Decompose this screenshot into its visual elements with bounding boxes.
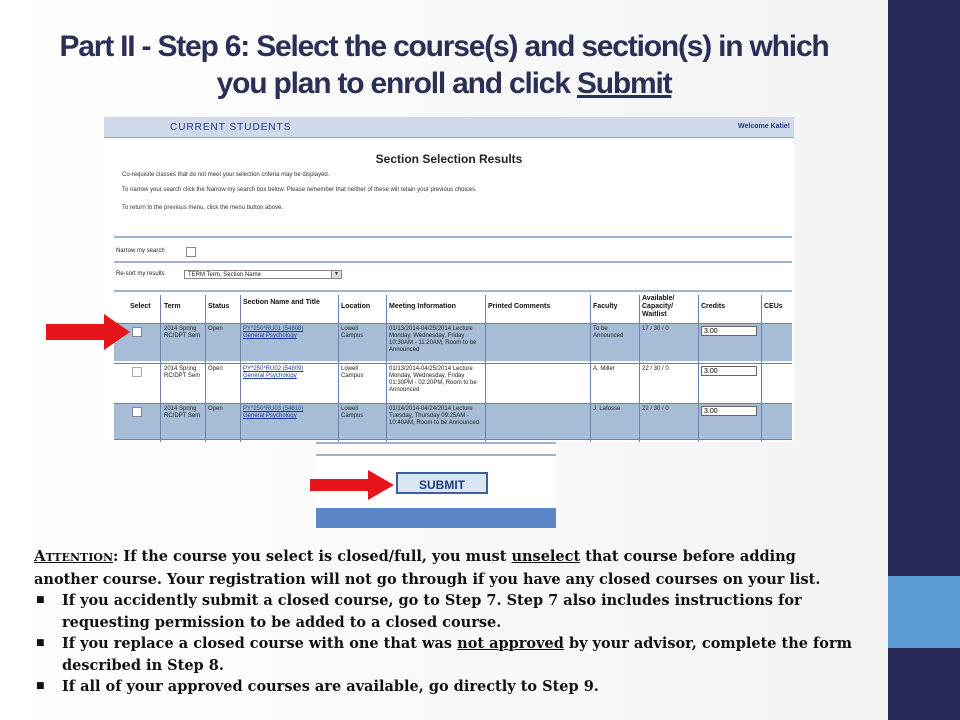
list-item [34,676,854,698]
title-line-2 [0,65,888,102]
attention-label [34,547,113,565]
cell-status: Open [208,366,223,372]
cell-location: Lowell Campus [341,326,364,339]
col-location: Location [341,303,371,310]
column-divider [590,295,591,442]
divider [316,454,556,456]
col-credits: Credits [701,303,726,310]
col-comments: Printed Comments [488,303,551,310]
section-link[interactable]: PY*250*RU01 (54808) [243,326,304,332]
column-divider [160,295,161,442]
credits-input[interactable]: 3.00 [701,406,757,416]
cell-status: Open [208,406,223,412]
section-selection-title: Section Selection Results [375,152,523,166]
slide-sidebar [888,0,960,720]
attention-text-1: : If the course you select is closed/full, you must [113,548,512,565]
cell-meeting: 01/13/2014-04/25/2014 Lecture Monday, Wednesday, Friday 01:30PM - 02:20PM, Room to be Announced [389,366,477,393]
resort-select[interactable] [184,270,342,279]
bullet-2-text-b: by your advisor, complete the form described in Step 8. [62,635,852,674]
col-status: Status [208,303,230,310]
section-link[interactable]: PY*250*RU03 (54810) [243,406,304,412]
portal-header-bar [104,117,794,137]
not-approved-phrase: not approved [457,635,564,652]
cell-status: Open [208,326,223,332]
attention-first-letter: A [34,547,46,565]
col-availability: Available/ Capacity/ Waitlist [642,295,675,318]
credits-input[interactable]: 3.00 [701,326,757,336]
bullet-1-text: If you accidently submit a closed course, go to Step 7. Step 7 also includes instructions for requesting permission to be added to a closed course. [62,592,802,631]
cell-faculty: To be Announced [593,326,624,339]
divider [114,290,792,292]
divider [316,442,556,444]
list-item [34,633,854,676]
section-title-link[interactable]: General Psychology [243,333,297,339]
cell-availability: 22 / 30 / 0 [642,406,669,412]
note-2: To narrow your search click the Narrow my search box below. Please remember that neither of these will retain your previous choices. [122,187,477,193]
header-divider [104,137,794,138]
cell-availability: 22 / 30 / 0 [642,366,669,372]
select-checkbox[interactable] [132,367,142,377]
portal-header-title: CURRENT STUDENTS [170,122,292,133]
section-title-link[interactable]: General Psychology [243,413,297,419]
row-divider [114,323,792,324]
title-line-2-text: you plan to enroll and click [216,67,577,100]
row-divider [114,403,792,404]
resort-select-value: TERM Term, Section Name [188,272,261,278]
submit-panel-footer [316,508,556,528]
col-term: Term [164,303,181,310]
cell-faculty: J. Lafosse [593,406,621,412]
note-3: To return to the previous menu, click the menu button above. [122,205,284,211]
sidebar-accent [888,576,960,648]
cell-faculty: A. Miller [593,366,615,372]
section-title-link[interactable]: General Psychology [243,373,297,379]
title-submit-word: Submit [576,67,672,100]
slide-title [0,28,888,102]
section-link[interactable]: PY*250*RU02 (54809) [243,366,304,372]
cell-availability: 17 / 30 / 0 [642,326,669,332]
select-checkbox[interactable] [132,407,142,417]
bullet-square-icon: ■ [36,638,45,648]
credits-input[interactable]: 3.00 [701,366,757,376]
note-1: Co-requisite classes that do not meet your selection criteria may be displayed. [122,172,330,178]
attention-text-2: that course before adding another course. Your registration will not go through if you have any closed courses on your list. [34,548,821,588]
cell-term: 2014 Spring RC/DPT Sem [164,326,201,339]
attention-paragraph [34,546,854,590]
col-meeting: Meeting Information [389,303,456,310]
column-divider [485,295,486,442]
column-divider [386,295,387,442]
column-divider [639,295,640,442]
select-checkbox[interactable] [132,327,142,337]
bullet-3-text: If all of your approved courses are available, go directly to Step 9. [62,678,599,695]
column-divider [698,295,699,442]
cell-term: 2014 Spring RC/DPT Sem [164,366,201,379]
cell-location: Lowell Campus [341,366,364,379]
cell-term: 2014 Spring RC/DPT Sem [164,406,201,419]
row-divider [114,439,792,440]
attention-rest: TTENTION [45,551,114,564]
portal-screenshot [104,117,794,442]
column-divider [240,295,241,442]
dropdown-arrow-icon: ▼ [331,271,341,278]
submit-button[interactable]: SUBMIT [396,472,488,494]
column-divider [205,295,206,442]
column-divider [338,295,339,442]
col-faculty: Faculty [593,303,618,310]
instruction-bullets [34,590,854,698]
column-divider [761,295,762,442]
bullet-square-icon: ■ [36,595,45,605]
instructions [34,546,854,698]
divider [114,236,792,238]
red-arrow-icon [310,470,396,500]
unselect-word: unselect [511,548,581,565]
divider [114,261,792,263]
bullet-2-text-a: If you replace a closed course with one that was [62,635,458,652]
cell-meeting: 01/14/2014-04/24/2014 Lecture Tuesday, Thursday 09:25AM - 10:40AM, Room to be Announced [389,406,480,426]
col-section: Section Name and Title [243,299,320,306]
narrow-search-label: Narrow my search [116,248,165,254]
narrow-search-checkbox[interactable] [186,247,196,257]
bullet-square-icon: ■ [36,681,45,691]
col-select: Select [130,303,151,310]
portal-welcome: Welcome Katie! [738,123,790,130]
cell-meeting: 01/13/2014-04/25/2014 Lecture Monday, Wednesday, Friday 10:30AM - 11:20AM, Room to be Announced [389,326,477,353]
col-ceus: CEUs [764,303,783,310]
resort-label: Re-sort my results [116,271,165,277]
list-item [34,590,854,633]
row-divider [114,363,792,364]
cell-location: Lowell Campus [341,406,364,419]
red-arrow-icon [46,314,132,350]
title-line-1: Part II - Step 6: Select the course(s) and section(s) in which [59,30,829,63]
